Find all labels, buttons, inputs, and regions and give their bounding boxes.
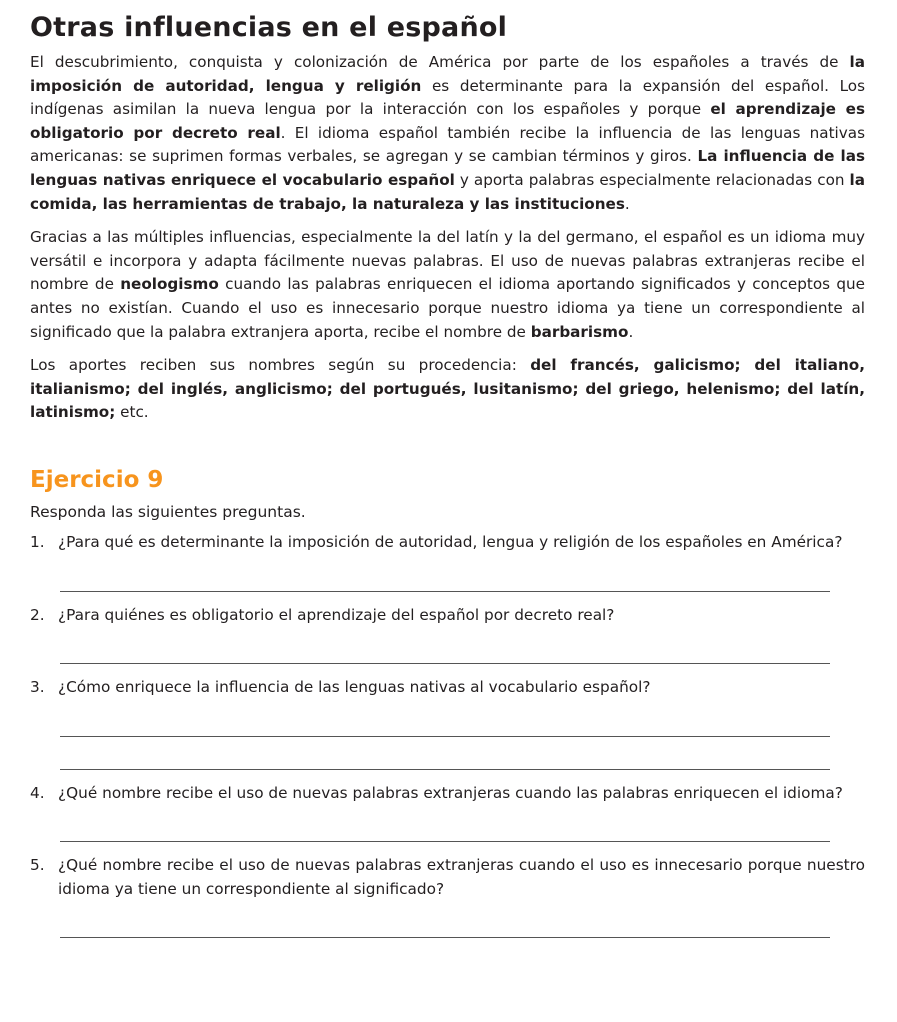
bold-text: del francés, galicismo; del italiano, italianismo; del inglés, anglicismo; del portugués, lusitanismo; del griego, helenismo; del latín, latinismo; <box>30 356 865 422</box>
question-number: 2. <box>30 605 45 624</box>
bold-text: La influencia de las lenguas nativas enriquece el vocabulario español <box>30 147 865 189</box>
answer-line[interactable] <box>60 737 830 770</box>
bold-text: la imposición de autoridad, lengua y religión <box>30 53 865 95</box>
bold-text: el aprendizaje es obligatorio por decreto real <box>30 100 865 142</box>
question-text: ¿Qué nombre recibe el uso de nuevas palabras extranjeras cuando el uso es innecesario porque nuestro idioma ya tiene un correspondiente al significado? <box>58 856 865 898</box>
text-segment: . El idioma español también recibe la influencia de las lenguas nativas americanas: se suprimen formas verbales, se agregan y se cambian términos y giros. <box>30 123 865 166</box>
bold-text: barbarismo <box>530 322 629 341</box>
answer-line[interactable] <box>60 555 830 592</box>
question-text: ¿Para quiénes es obligatorio el aprendizaje del español por decreto real? <box>58 605 615 624</box>
question-number: 3. <box>30 678 45 697</box>
text-segment: . <box>628 322 634 341</box>
text-segment: y aporta palabras especialmente relacionadas con <box>454 170 850 189</box>
text-segment: . <box>624 194 630 213</box>
exercise-instruction: Responda las siguientes preguntas. <box>30 502 306 521</box>
text-segment: es determinante para la expansión del español. Los indígenas asimilan la nueva lengua por la interacción con los españoles y porque <box>30 76 865 119</box>
text-segment: Gracias a las múltiples influencias, especialmente la del latín y la del germano, el español es un idioma muy versátil e incorpora y adapta fácilmente nuevas palabras. El uso de nuevas palabras extranjeras recibe el nombre de <box>30 228 865 294</box>
answer-area[interactable] <box>60 627 865 664</box>
question-text: ¿Para qué es determinante la imposición de autoridad, lengua y religión de los españoles en América? <box>58 532 843 551</box>
question-item <box>30 676 865 700</box>
answer-area[interactable] <box>60 805 865 842</box>
bold-text: la comida, las herramientas de trabajo, la naturaleza y las instituciones <box>30 170 865 213</box>
paragraph <box>30 354 865 425</box>
question-number: 4. <box>30 783 45 802</box>
answer-line[interactable] <box>60 627 830 664</box>
text-segment: El descubrimiento, conquista y colonización de América por parte de los españoles a través de <box>30 53 850 71</box>
page-title: Otras influencias en el español <box>30 12 508 43</box>
question-item <box>30 531 865 555</box>
question-item <box>30 782 865 806</box>
bold-text: neologismo <box>120 275 219 294</box>
question-text: ¿Cómo enriquece la influencia de las lenguas nativas al vocabulario español? <box>58 678 651 697</box>
answer-area[interactable] <box>60 901 865 938</box>
question-item <box>30 604 865 628</box>
text-segment: cuando las palabras enriquecen el idioma aportando significados y conceptos que antes no existían. Cuando el uso es innecesario porque nuestro idioma ya tiene un correspondiente al significado que la palabra extranjera aporta, recibe el nombre de <box>30 275 865 341</box>
paragraph <box>30 226 865 344</box>
question-number: 5. <box>30 856 45 875</box>
answer-area[interactable] <box>60 555 865 592</box>
text-segment: etc. <box>115 403 149 422</box>
question-number: 1. <box>30 532 45 551</box>
answer-line[interactable] <box>60 805 830 842</box>
answer-line[interactable] <box>60 700 830 737</box>
text-segment: Los aportes reciben sus nombres según su procedencia: <box>30 356 531 375</box>
body-text <box>30 51 865 425</box>
paragraph <box>30 51 865 216</box>
answer-area[interactable] <box>60 700 865 770</box>
question-text: ¿Qué nombre recibe el uso de nuevas palabras extranjeras cuando las palabras enriquecen el idioma? <box>58 783 843 802</box>
answer-line[interactable] <box>60 901 830 938</box>
question-list <box>30 531 865 939</box>
exercise-title: Ejercicio 9 <box>30 466 164 493</box>
question-item <box>30 854 865 901</box>
